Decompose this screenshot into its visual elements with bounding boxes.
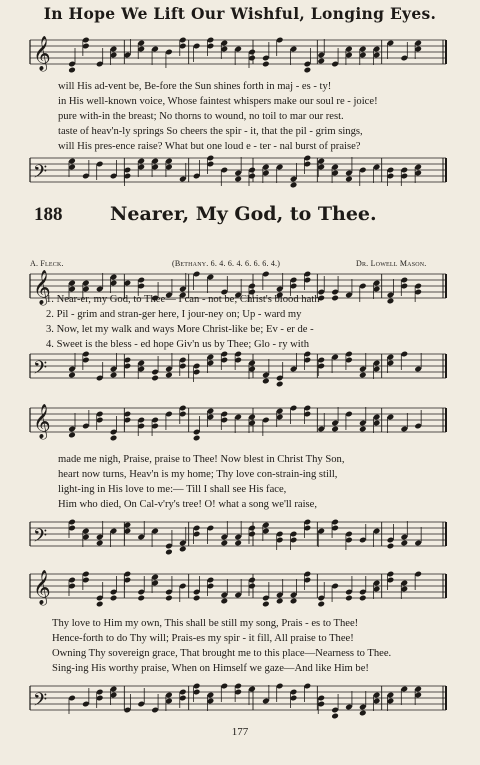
lyrics-block-verse-2	[0, 452, 480, 514]
note-head	[110, 595, 118, 602]
note-head	[304, 67, 312, 74]
lyric-line: taste of heav'n-ly springs So cheers the spir - it, that the pil - grim sings,	[58, 126, 363, 137]
note-head	[262, 378, 270, 385]
composer-credit: Dr. Lowell Mason.	[356, 259, 427, 268]
note-head	[96, 601, 104, 608]
note-head	[193, 595, 201, 602]
note-head	[290, 598, 298, 605]
lyrics-block-top	[0, 79, 480, 157]
note-head	[137, 595, 145, 602]
note-head	[151, 375, 159, 382]
treble-clef-icon: 𝄞	[33, 570, 51, 605]
bass-clef-icon: 𝄢	[33, 690, 48, 715]
lyric-line: light-ing in His love to me:— Till I shall see His face,	[58, 484, 287, 495]
note-head	[262, 61, 270, 68]
lyric-line: Owning Thy sovereign grace, That brought me to this place—Nearness to Thee.	[52, 648, 392, 659]
lyric-line: pure with-in the breast; No thorns to wound, no toil to mar our rest.	[58, 111, 344, 122]
lyric-line: will His pres-ence raise? What but one loud e - ter - nal burst of praise?	[58, 141, 361, 152]
note-head	[262, 601, 270, 608]
note-head	[359, 710, 367, 717]
note-head	[68, 372, 76, 379]
music-staff-treble-1	[0, 34, 480, 76]
note-head	[110, 435, 118, 442]
hymn-number: 188	[34, 204, 63, 225]
page-header-title: In Hope We Lift Our Wishful, Longing Eyes.	[43, 4, 437, 23]
treble-clef-icon: 𝄞	[33, 404, 51, 439]
lyrics-block-verse-1	[0, 292, 480, 354]
music-staff-bass-2	[0, 348, 480, 390]
music-staff-treble-4	[0, 568, 480, 612]
lyric-line: will His ad-vent be, Be-fore the Sun shines forth in maj - es - ty!	[58, 81, 332, 92]
lyricist-credit: A. Fleck.	[30, 259, 64, 268]
note-head	[234, 176, 242, 183]
lyric-line: Him who died, On Cal-v'ry's tree! O! what a song we'll raise,	[58, 499, 318, 510]
note-head	[68, 67, 76, 74]
note-head	[96, 540, 104, 547]
note-head	[359, 372, 367, 379]
note-head	[359, 426, 367, 433]
bass-clef-icon: 𝄢	[33, 526, 48, 551]
note-head	[317, 58, 325, 65]
note-head	[220, 598, 228, 605]
treble-clef-icon: 𝄞	[33, 270, 51, 305]
note-head	[220, 540, 228, 547]
music-staff-treble-3	[0, 402, 480, 446]
note-head	[331, 713, 339, 720]
note-head	[165, 595, 173, 602]
tune-meter: (Bethany. 6. 4. 6. 4. 6. 6. 6. 4.)	[172, 259, 281, 268]
hymn-title: Nearer, My God, to Thee.	[110, 203, 377, 225]
lyric-line: Thy love to Him my own, This shall be still my song, Prais - es to Thee!	[52, 618, 359, 629]
note-head	[165, 372, 173, 379]
note-head	[290, 182, 298, 189]
music-staff-bass-1	[0, 152, 480, 194]
bass-clef-icon: 𝄢	[33, 162, 48, 187]
treble-clef-icon: 𝄞	[33, 36, 51, 71]
lyric-line: in His well-known voice, Whose faintest whispers make our soul re - joice!	[58, 96, 378, 107]
note-head	[110, 372, 118, 379]
note-head	[317, 601, 325, 608]
lyric-line: 4. Sweet is the bless - ed hope Giv'n us by Thee; Glo - ry with	[46, 339, 309, 350]
note-head	[179, 546, 187, 553]
note-head	[165, 549, 173, 556]
music-staff-bass-4	[0, 680, 480, 724]
lyric-line: 1. Near-er, my God, to Thee— I can - not be; Christ's blood hath	[46, 294, 320, 305]
lyric-line: 2. Pil - grim and stran-ger here, I jour-ney on; Up - ward my	[46, 309, 302, 320]
note-head	[193, 435, 201, 442]
lyric-line: 3. Now, let my walk and ways More Christ-like be; Ev - er de -	[46, 324, 314, 335]
lyric-line: made me nigh, Praise, praise to Thee! Now blest in Christ Thy Son,	[58, 454, 345, 465]
note-head	[68, 432, 76, 439]
note-head	[276, 598, 284, 605]
note-head	[345, 595, 353, 602]
note-head	[276, 381, 284, 388]
note-head	[387, 543, 395, 550]
note-head	[359, 595, 367, 602]
lyric-line: Sing-ing His worthy praise, When on Himself we gaze—And like Him be!	[52, 663, 369, 674]
music-staff-bass-3	[0, 516, 480, 560]
note-head	[400, 540, 408, 547]
lyric-line: heart now turns, Heav'n is my home; Thy love con-strain-ing still,	[58, 469, 338, 480]
note-head	[234, 540, 242, 547]
lyrics-block-verse-3	[0, 616, 480, 678]
page-number: 177	[231, 726, 249, 738]
bass-clef-icon: 𝄢	[33, 358, 48, 383]
note-head	[331, 426, 339, 433]
note-head	[345, 176, 353, 183]
lyric-line: Hence-forth to do Thy will; Prais-es my spir - it fill, All praise to Thee!	[52, 633, 354, 644]
